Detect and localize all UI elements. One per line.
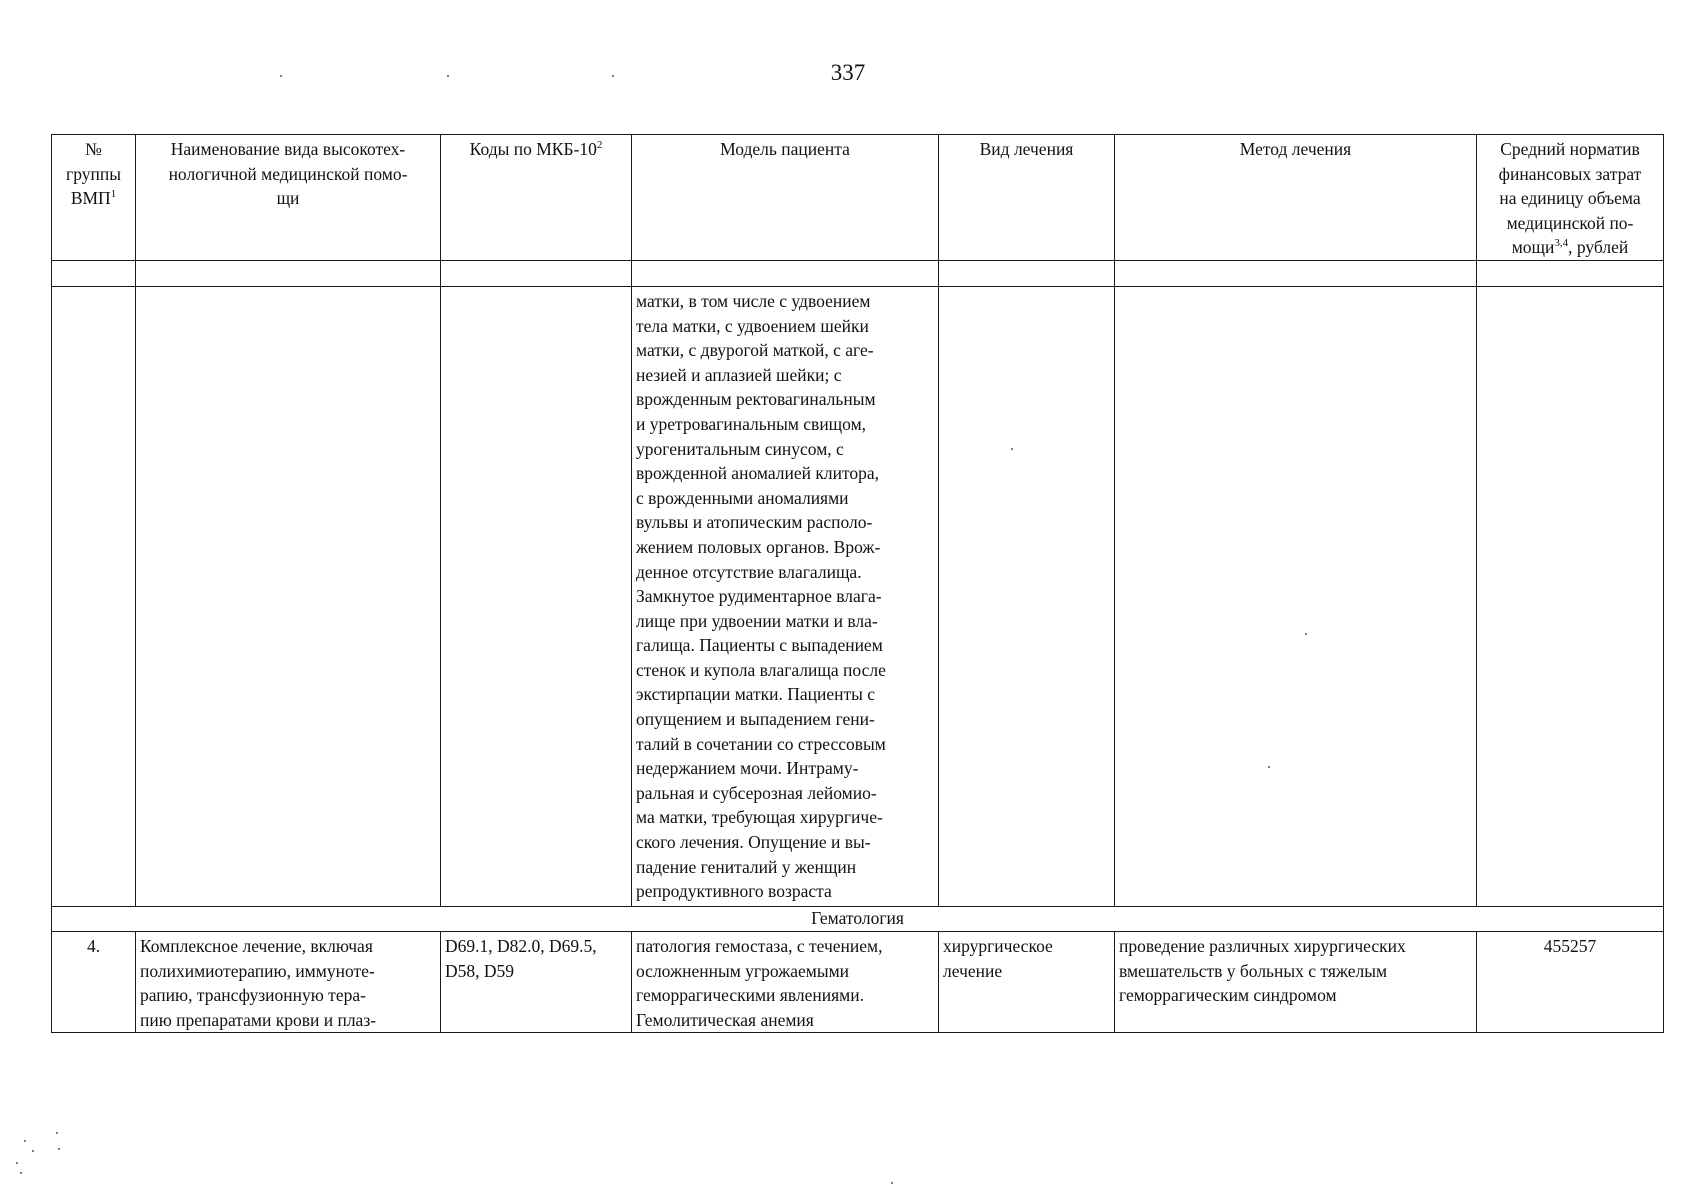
- patient-model-line: незией и аплазией шейки; с: [636, 364, 842, 385]
- header-treatment-method: Метод лечения: [1115, 135, 1477, 261]
- table-header-row: [52, 135, 1664, 261]
- cont-treatment-method: [1115, 286, 1477, 906]
- patient-model-line: урогенитальным синусом, с: [636, 438, 844, 459]
- patient-model-line: ральная и субсерозная лейомио-: [636, 782, 877, 803]
- scan-speck: [1011, 448, 1013, 450]
- patient-model-line: экстирпации матки. Пациенты с: [636, 684, 876, 705]
- section-row: [52, 906, 1664, 931]
- patient-model-line: и уретровагинальным свищом,: [636, 413, 867, 434]
- section-title: Гематология: [52, 906, 1664, 931]
- patient-model-line: тела матки, с удвоением шейки: [636, 315, 869, 336]
- scan-speck: [1268, 766, 1270, 768]
- scan-speck: [16, 1162, 18, 1164]
- scan-speck: [447, 75, 449, 77]
- scan-speck: [32, 1150, 34, 1152]
- page-number: 337: [830, 60, 866, 85]
- patient-model-line: денное отсутствие влагалища.: [636, 561, 862, 582]
- table-row: [52, 931, 1664, 1032]
- patient-model-line: галища. Пациенты с выпадением: [636, 635, 883, 656]
- patient-model-line: врожденной аномалией клитора,: [636, 463, 880, 484]
- scan-speck: [56, 1132, 58, 1134]
- scan-speck: [20, 1172, 22, 1174]
- patient-model-line: ского лечения. Опущение и вы-: [636, 832, 871, 853]
- cont-icd-codes: [441, 286, 632, 906]
- medical-care-table: [51, 134, 1664, 1033]
- patient-model-line: Замкнутое рудиментарное влага-: [636, 586, 882, 607]
- row-group-no: 4.: [52, 931, 136, 1032]
- cont-care-name: [136, 286, 441, 906]
- patient-model-line: жением половых органов. Врож-: [636, 536, 881, 557]
- patient-model-line: с врожденными аномалиями: [636, 487, 849, 508]
- header-treatment-type: Вид лечения: [939, 135, 1115, 261]
- header-spacer-row: [52, 260, 1664, 286]
- patient-model-line: репродуктивного возраста: [636, 881, 832, 902]
- patient-model-line: недержанием мочи. Интраму-: [636, 758, 859, 779]
- row-treatment-method: проведение различных хирургических вмешательств у больных с тяжелым геморрагическим синдромом: [1115, 931, 1477, 1032]
- patient-model-line: врожденным ректовагинальным: [636, 389, 876, 410]
- header-group-no: № группы ВМП$^1$: [52, 135, 136, 261]
- cont-treatment-type: [939, 286, 1115, 906]
- scan-speck: [24, 1140, 26, 1142]
- scan-speck: [612, 75, 614, 77]
- header-patient-model: Модель пациента: [632, 135, 939, 261]
- header-care-name: Наименование вида высокотех- нологичной медицинской помо- щи: [136, 135, 441, 261]
- patient-model-line: ма матки, требующая хирургиче-: [636, 807, 883, 828]
- scan-speck: [1305, 633, 1307, 635]
- patient-model-line: вульвы и атопическим располо-: [636, 512, 873, 533]
- scan-speck: [891, 1182, 893, 1184]
- patient-model-line: опущением и выпадением гени-: [636, 709, 875, 730]
- row-care-name: Комплексное лечение, включая полихимиотерапию, иммуноте- рапию, трансфузионную тера- пию препаратами крови и плаз-: [136, 931, 441, 1032]
- patient-model-line: лище при удвоении матки и вла-: [636, 610, 878, 631]
- header-icd-codes: Коды по МКБ-$10^2$: [441, 135, 632, 261]
- cont-patient-model: [632, 286, 939, 906]
- patient-model-line: матки, в том числе с удвоением: [636, 290, 871, 311]
- scan-speck: [58, 1148, 60, 1150]
- scan-speck: [280, 75, 282, 77]
- patient-model-line: матки, с двурогой маткой, с аге-: [636, 340, 874, 361]
- patient-model-line: стенок и купола влагалища после: [636, 659, 886, 680]
- header-cost: Средний норматив финансовых затрат на единицу объема медицинской по- мощи$^{3,4}$, рублей: [1477, 135, 1664, 261]
- patient-model-line: талий в сочетании со стрессовым: [636, 733, 886, 754]
- continuation-row: [52, 286, 1664, 906]
- row-patient-model: патология гемостаза, с течением, осложненным угрожаемыми геморрагическими явлениями. Гемолитическая анемия: [632, 931, 939, 1032]
- row-icd-codes: D69.1, D82.0, D69.5, D58, D59: [441, 931, 632, 1032]
- cont-group-no: [52, 286, 136, 906]
- row-treatment-type: хирургическое лечение: [939, 931, 1115, 1032]
- patient-model-line: падение гениталий у женщин: [636, 856, 857, 877]
- row-cost: 455257: [1477, 931, 1664, 1032]
- cont-cost: [1477, 286, 1664, 906]
